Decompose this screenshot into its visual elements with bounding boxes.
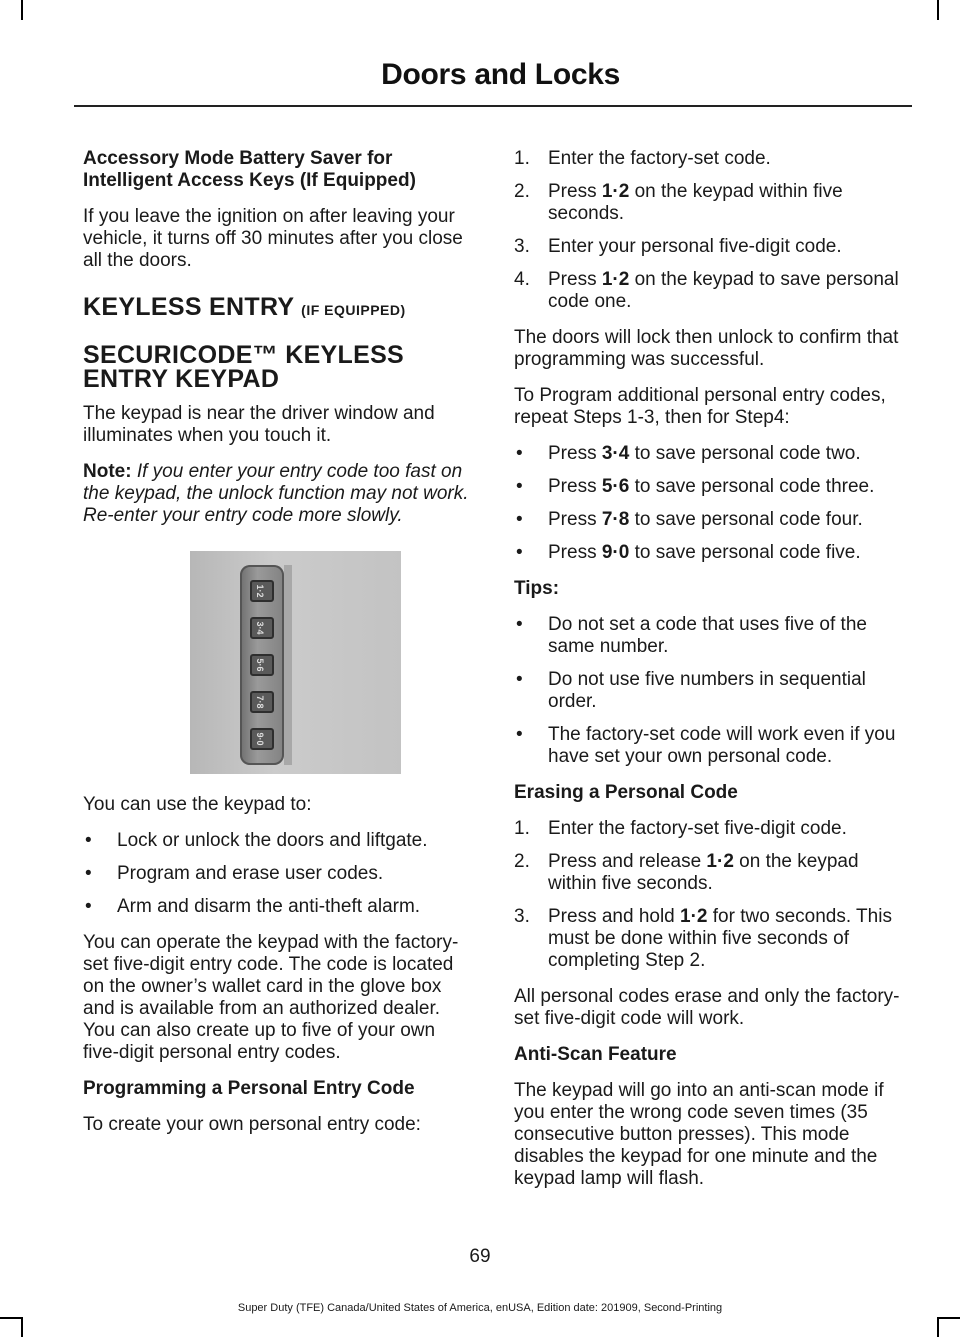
operate-text: You can operate the keypad with the factory-set five-digit entry code. The code is located on the owner’s wallet card in the glove box and is available from an authorized dealer. You can also create up to five of your own five-digit personal entry codes. <box>83 932 459 1063</box>
erase-result: All personal codes erase and only the factory-set five-digit code will work. <box>514 986 900 1029</box>
tips-heading: Tips: <box>514 578 560 599</box>
tips-list <box>514 614 910 768</box>
erasing-heading: Erasing a Personal Code <box>514 782 738 803</box>
keyless-entry-heading <box>83 294 475 323</box>
securicode-heading: SECURICODE™ KEYLESS ENTRY KEYPAD <box>83 341 405 393</box>
list-item: • Do not use five numbers in sequential order. <box>516 669 866 712</box>
list-item: • Arm and disarm the anti-theft alarm. <box>85 896 421 917</box>
keypad-figure <box>190 551 401 774</box>
crop-mark-top-right <box>937 0 939 20</box>
list-item: 3. Press and hold 1·2 for two seconds. This must be done within five seconds of completing Step 2. <box>514 906 892 971</box>
keypad-key: 9·0 <box>250 728 274 750</box>
erasing-steps <box>514 818 910 972</box>
crop-mark-bottom-right-v <box>937 1317 939 1337</box>
list-item: 1. Enter the factory-set code. <box>514 148 771 169</box>
use-list <box>83 830 475 918</box>
keypad-key: 1·2 <box>250 580 274 602</box>
crop-mark-bottom-left-v <box>21 1317 23 1337</box>
edition-footer: Super Duty (TFE) Canada/United States of America, enUSA, Edition date: 201909, Second-Printing <box>237 1302 723 1314</box>
page-number: 69 <box>469 1246 491 1267</box>
right-column <box>514 148 910 1204</box>
crop-mark-top-left <box>21 0 23 20</box>
keypad-key: 7·8 <box>250 691 274 713</box>
crop-mark-bottom-right <box>939 1317 960 1319</box>
keypad-key: 3·4 <box>250 617 274 639</box>
use-intro: You can use the keypad to: <box>83 794 312 815</box>
keyless-entry-title: KEYLESS ENTRY <box>83 293 294 321</box>
antiscan-text: The keypad will go into an anti-scan mode if you enter the wrong code seven times (35 consecutive button presses). This mode disables the keypad for one minute and the keypad lamp will flash. <box>514 1080 884 1189</box>
keyless-entry-equipped: (IF EQUIPPED) <box>301 302 406 318</box>
confirm-text: The doors will lock then unlock to confirm that programming was successful. <box>514 327 899 370</box>
keypad-intro: The keypad is near the driver window and illuminates when you touch it. <box>83 403 435 446</box>
note-text: If you enter your entry code too fast on the keypad, the unlock function may not work. Re-enter your entry code more slowly. <box>83 461 469 526</box>
battery-saver-heading: Accessory Mode Battery Saver for Intelligent Access Keys (If Equipped) <box>83 148 416 191</box>
additional-codes-list <box>514 443 910 564</box>
note-label: Note: <box>83 461 132 482</box>
list-item: • Press 3·4 to save personal code two. <box>516 443 861 464</box>
keypad-trim <box>284 565 292 765</box>
keypad-key: 5·6 <box>250 654 274 676</box>
battery-saver-text: If you leave the ignition on after leaving your vehicle, it turns off 30 minutes after you close all the doors. <box>83 206 463 271</box>
header-divider <box>74 105 912 107</box>
page-title: Doors and Locks <box>381 58 620 91</box>
programming-heading: Programming a Personal Entry Code <box>83 1078 415 1099</box>
additional-text: To Program additional personal entry codes, repeat Steps 1-3, then for Step4: <box>514 385 886 428</box>
list-item: • Press 5·6 to save personal code three. <box>516 476 875 497</box>
crop-mark-bottom-left <box>0 1317 21 1319</box>
list-item: 4. Press 1·2 on the keypad to save personal code one. <box>514 269 899 312</box>
programming-intro: To create your own personal entry code: <box>83 1114 421 1135</box>
list-item: • Lock or unlock the doors and liftgate. <box>85 830 428 851</box>
programming-steps <box>514 148 910 313</box>
note-paragraph <box>83 461 475 527</box>
left-column <box>83 148 475 1150</box>
list-item: 3. Enter your personal five-digit code. <box>514 236 842 257</box>
antiscan-heading: Anti-Scan Feature <box>514 1044 677 1065</box>
list-item: • The factory-set code will work even if you have set your own personal code. <box>516 724 896 767</box>
list-item: • Do not set a code that uses five of the same number. <box>516 614 867 657</box>
list-item: 1. Enter the factory-set five-digit code. <box>514 818 847 839</box>
list-item: 2. Press 1·2 on the keypad within five seconds. <box>514 181 843 224</box>
list-item: • Press 9·0 to save personal code five. <box>516 542 861 563</box>
list-item: • Program and erase user codes. <box>85 863 384 884</box>
list-item: 2. Press and release 1·2 on the keypad within five seconds. <box>514 851 859 894</box>
list-item: • Press 7·8 to save personal code four. <box>516 509 863 530</box>
keypad-panel <box>240 565 284 765</box>
